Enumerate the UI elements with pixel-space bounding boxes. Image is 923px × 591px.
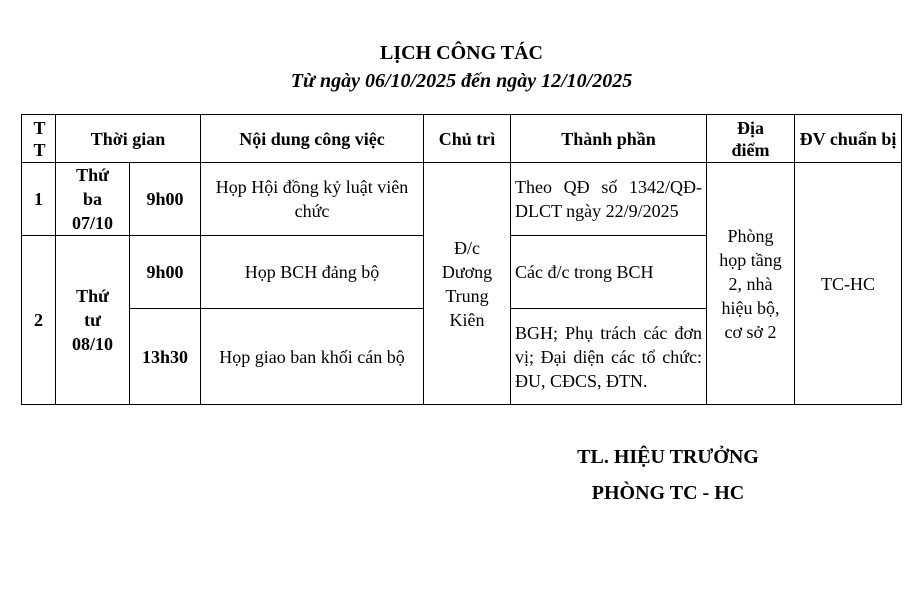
- schedule-title: LỊCH CÔNG TÁC: [380, 42, 543, 64]
- header-thanh-phan: Thành phần: [511, 115, 707, 163]
- header-dv-chuan-bi: ĐV chuẩn bị: [795, 115, 902, 163]
- prep-unit-cell: TC-HC: [795, 163, 902, 405]
- row-time: 13h30: [130, 309, 201, 405]
- header-chu-tri: Chủ trì: [424, 115, 511, 163]
- row-participants: BGH; Phụ trách các đơn vị; Đại diện các tổ chức: ĐU, CĐCS, ĐTN.: [511, 309, 707, 405]
- row-time: 9h00: [130, 236, 201, 309]
- row-participants: Các đ/c trong BCH: [511, 236, 707, 309]
- row-time: 9h00: [130, 163, 201, 236]
- row-day: Thứ ba 07/10: [56, 163, 130, 236]
- location-cell: Phòng họp tầng 2, nhà hiệu bộ, cơ sở 2: [707, 163, 795, 405]
- row-number: 1: [22, 163, 56, 236]
- row-content: Họp Hội đồng kỷ luật viên chức: [201, 163, 424, 236]
- row-content: Họp BCH đảng bộ: [201, 236, 424, 309]
- header-tt: T T: [22, 115, 56, 163]
- row-day: Thứ tư 08/10: [56, 236, 130, 405]
- chair-cell: Đ/c Dương Trung Kiên: [424, 163, 511, 405]
- signature-line-1: TL. HIỆU TRƯỞNG: [577, 446, 759, 468]
- row-number: 2: [22, 236, 56, 405]
- table-row: [22, 163, 902, 236]
- header-row: [22, 115, 902, 163]
- header-thoi-gian: Thời gian: [56, 115, 201, 163]
- header-noi-dung: Nội dung công việc: [201, 115, 424, 163]
- schedule-table: [21, 114, 902, 405]
- header-dia-diem: Địa điểm: [707, 115, 795, 163]
- row-content: Họp giao ban khối cán bộ: [201, 309, 424, 405]
- row-participants: Theo QĐ số 1342/QĐ-DLCT ngày 22/9/2025: [511, 163, 707, 236]
- schedule-date-range: Từ ngày 06/10/2025 đến ngày 12/10/2025: [290, 70, 633, 92]
- signature-line-2: PHÒNG TC - HC: [591, 482, 745, 504]
